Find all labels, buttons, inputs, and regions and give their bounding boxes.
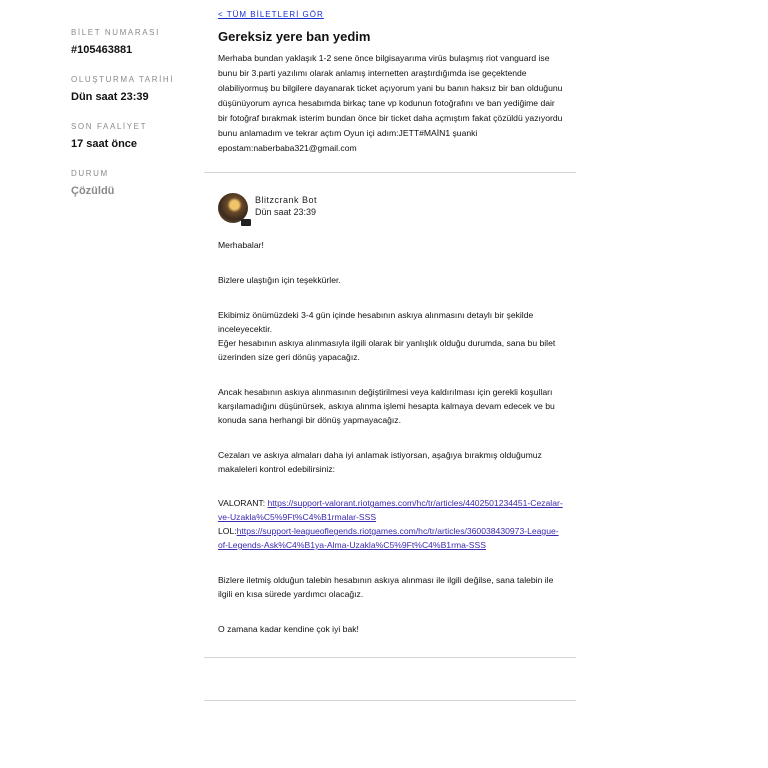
reply-review-1: Ekibimiz önümüzdeki 3-4 gün içinde hesabının askıya alınmasını detaylı bir şekilde inceleyecektir.: [218, 310, 534, 334]
valorant-article-line: [218, 496, 563, 524]
bot-avatar: [218, 193, 248, 223]
staff-badge-icon: [241, 219, 251, 226]
ticket-number-value: #105463881: [71, 44, 133, 56]
reply-articles-intro: Cezaları ve askıya almaları daha iyi anlamak istiyorsan, aşağıya bırakmış olduğumuz makaleleri kontrol edebilirsiniz:: [218, 450, 542, 474]
status-label: DURUM: [71, 169, 109, 178]
reply-time: Dün saat 23:39: [255, 207, 317, 217]
reply-closing: O zamana kadar kendine çok iyi bak!: [218, 624, 359, 634]
valorant-article-link[interactable]: https://support-valorant.riotgames.com/hc/tr/articles/4402501234451-Cezalar-ve-Uzakla%C5%9Ft%C4%B1rmalar-SSS: [218, 498, 563, 522]
ticket-description: Merhaba bundan yaklaşık 1-2 sene önce bilgisayarıma virüs bulaşmış riot vanguard ise bunu bir 3.parti yazılımı olarak anlamış internetten araştırdığımda ise geçektende olabiliyormuş bu bilgilere dayanarak ticket açıyorum yani bu banın haksız bir ban olduğunu düşünüyorum ayrıca hesabımda birkaç tane vp kodunun fotoğrafını ve ban yediğime dair bir fotoğraf bırakmak isterim bundan önce bir ticket daha açmıştım fakat çözüldü yazıyordu bunu anlamadım ve tekrar açtım Oyun içi adım:JETT#MAİN1 şuanki epostam:naberbaba321@gmail.com: [218, 53, 563, 153]
last-activity-block: [71, 122, 191, 169]
lol-label: LOL:: [218, 526, 237, 536]
created-value: Dün saat 23:39: [71, 91, 149, 103]
reply-conditions: Ancak hesabının askıya alınmasının değiştirilmesi veya kaldırılması için gerekli koşulları karşılamadığını düşünürsek, askıya alınma işlemi hesapta kalmaya devam edecek ve bu konuda sana herhangi bir dönüş yapmayacağız.: [218, 387, 555, 425]
divider: [204, 657, 576, 658]
back-to-tickets-link[interactable]: < TÜM BİLETLERİ GÖR: [218, 10, 324, 19]
reply-greeting: Merhabalar!: [218, 240, 264, 250]
last-activity-value: 17 saat önce: [71, 138, 138, 150]
divider: [204, 700, 576, 701]
ticket-number-block: [71, 28, 191, 75]
created-block: [71, 75, 191, 122]
created-label: OLUŞTURMA TARİHİ: [71, 75, 175, 84]
reply-review-2: Eğer hesabının askıya alınmasıyla ilgili olarak bir yanlışlık olduğu durumda, sana bu bilet üzerinden size geri dönüş yapacağız.: [218, 338, 556, 362]
reply-unrelated: Bizlere iletmiş olduğun talebin hesabının askıya alınması ile ilgili değilse, sana talebin ile ilgili en kısa sürede yardımcı olacağız.: [218, 575, 554, 599]
ticket-sidebar: [71, 28, 191, 216]
lol-article-link[interactable]: https://support-leagueoflegends.riotgames.com/hc/tr/articles/360038430973-League-of-Legends-Ask%C4%B1ya-Alma-Uzakla%C5%9Ft%C4%B1rma-SSS: [218, 526, 559, 550]
lol-article-line: [218, 524, 563, 552]
ticket-number-label: BİLET NUMARASI: [71, 28, 160, 37]
status-value: Çözüldü: [71, 185, 115, 197]
reply-author: Blitzcrank Bot: [255, 195, 318, 205]
ticket-title: Gereksiz yere ban yedim: [218, 29, 371, 44]
valorant-label: VALORANT:: [218, 498, 268, 508]
divider: [204, 172, 576, 173]
status-block: [71, 169, 191, 216]
reply-thanks: Bizlere ulaştığın için teşekkürler.: [218, 275, 341, 285]
last-activity-label: SON FAALİYET: [71, 122, 148, 131]
